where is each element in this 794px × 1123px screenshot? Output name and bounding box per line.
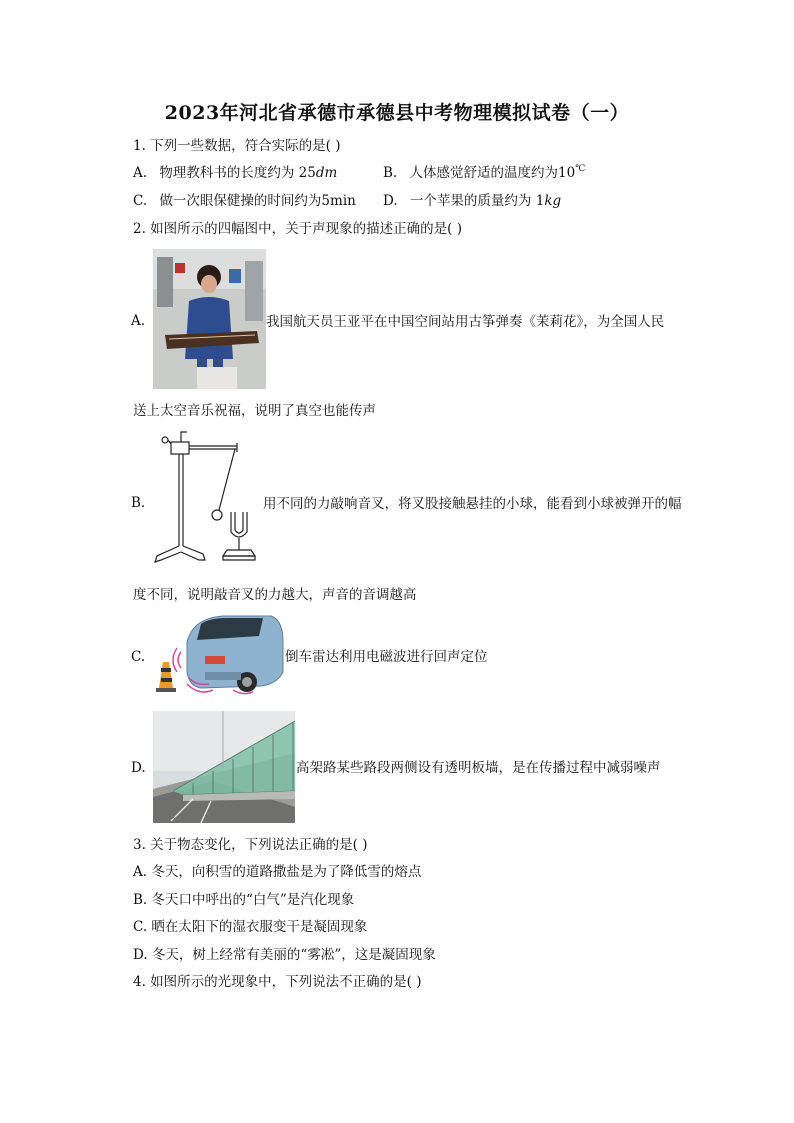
q2-option-d-text: 高架路某些路段两侧设有透明板墙，是在传播过程中减弱噪声: [296, 760, 661, 776]
option-text: 做一次眼保健操的时间约为5min: [159, 193, 356, 209]
option-unit: kg: [544, 193, 562, 209]
q2-option-a-text2: 送上太空音乐祝福，说明了真空也能传声: [133, 403, 376, 419]
q1-option-b: [383, 164, 585, 182]
q2-option-a-letter: A.: [131, 313, 146, 329]
exam-title: 2023年河北省承德市承德县中考物理模拟试卷（一）: [164, 102, 630, 124]
q2-option-c-text: 倒车雷达利用电磁波进行回声定位: [285, 649, 488, 665]
option-text: 人体感觉舒适的温度约为10: [409, 165, 576, 181]
option-text: 一个苹果的质量约为 1: [409, 193, 545, 209]
elevated-road-sound-barrier-photo: [153, 711, 295, 823]
q1-option-d: [383, 192, 561, 210]
option-unit: ℃: [575, 164, 586, 174]
q4-stem: 4. 如图所示的光现象中，下列说法不正确的是( ): [133, 974, 422, 990]
option-letter: B.: [383, 165, 398, 181]
q2-option-d-letter: D.: [131, 760, 146, 776]
q1-stem: 1. 下列一些数据，符合实际的是( ): [133, 138, 341, 154]
q3-stem: 3. 关于物态变化，下列说法正确的是( ): [133, 837, 368, 853]
q2-stem: 2. 如图所示的四幅图中，关于声现象的描述正确的是( ): [133, 221, 462, 237]
q2-option-b-letter: B.: [131, 495, 146, 511]
q2-option-c-letter: C.: [131, 649, 146, 665]
option-letter: D.: [383, 193, 398, 209]
q1-option-c: [133, 192, 356, 210]
astronaut-guzheng-photo: [153, 249, 266, 389]
tuning-fork-pendulum-diagram: [153, 428, 263, 570]
q3-option-d: D. 冬天，树上经常有美丽的“雾凇”，这是凝固现象: [133, 947, 436, 963]
q1-option-a: [133, 164, 337, 182]
q3-option-c: C. 晒在太阳下的湿衣服变干是凝固现象: [133, 919, 368, 935]
q2-option-b-text2: 度不同，说明敲音叉的力越大，声音的音调越高: [133, 587, 417, 603]
q3-option-a: A. 冬天，向积雪的道路撒盐是为了降低雪的熔点: [133, 864, 422, 880]
option-letter: A.: [133, 165, 148, 181]
q2-option-b-text1: 用不同的力敲响音叉，将叉股接触悬挂的小球，能看到小球被弹开的幅: [263, 496, 682, 512]
option-letter: C.: [133, 193, 148, 209]
q2-option-a-text1: 我国航天员王亚平在中国空间站用古筝弹奏《茉莉花》，为全国人民: [266, 314, 665, 330]
reversing-radar-car-image: [153, 612, 285, 700]
option-unit: dm: [315, 165, 338, 181]
q3-option-b: B. 冬天口中呼出的“白气”是汽化现象: [133, 892, 355, 908]
option-text: 物理教科书的长度约为 25: [159, 165, 316, 181]
